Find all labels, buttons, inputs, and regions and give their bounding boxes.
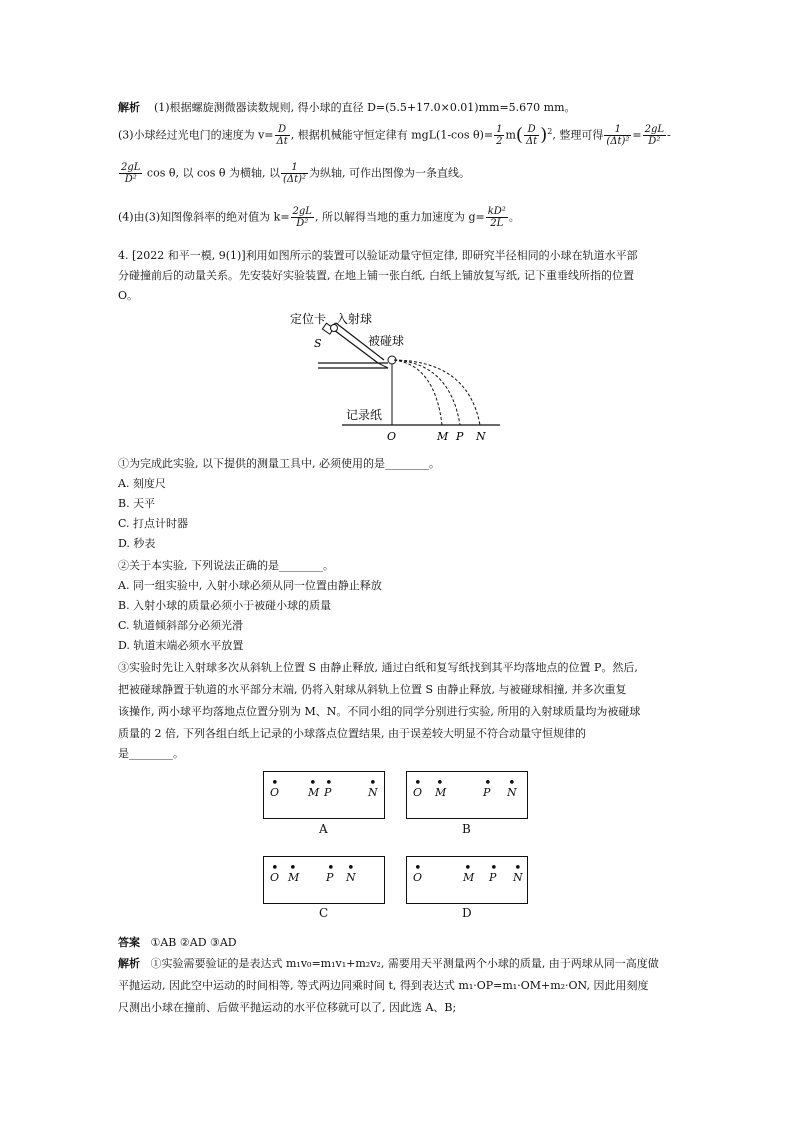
analysis-label: 解析 bbox=[118, 101, 140, 114]
q2-option-a: A. 同一组实验中, 入射小球必须从同一位置由静止释放 bbox=[118, 579, 382, 592]
fraction-2gl-over-d2: $\frac{2gL}{\text{D²}}$ bbox=[644, 124, 665, 148]
label-m: M bbox=[437, 430, 449, 443]
q3-line-5: 是________。 bbox=[118, 747, 184, 760]
analysis2-line-1: 解析 ①实验需要验证的是表达式 m₁v₀=m₁v₁+m₂v₂, 需要用天平测量两个小球的质量, 由于两球从同一高度做 bbox=[118, 957, 659, 970]
box-d-point-m: • M bbox=[463, 871, 474, 884]
box-b-label: B bbox=[462, 822, 471, 836]
fraction-one-over-dt2-b: $\frac{1}{\text{(Δt)²}}$ bbox=[282, 162, 307, 185]
label-n: N bbox=[476, 430, 486, 443]
answer-label: 答案 bbox=[118, 936, 140, 949]
box-a-point-p: • P bbox=[324, 786, 331, 799]
q2-option-d: D. 轨道末端必须水平放置 bbox=[118, 639, 244, 652]
box-c-point-p: • P bbox=[326, 871, 333, 884]
label-o: O bbox=[387, 430, 397, 443]
analysis-line-3: $\frac{2gL}{\text{D²}}$ cos θ, 以 cos θ 为横轴, 以 $\frac{1}{\text{(Δt)²}}$ 为纵轴, 可作出图像为一条直线。 bbox=[121, 162, 471, 185]
option-box-a bbox=[263, 771, 385, 819]
fraction-d-over-dt-2: $\frac{D}{\Delta t}$ bbox=[525, 124, 538, 148]
question4-stem-1: 4. [2022 和平一模, 9(1)]利用如图所示的装置可以验证动量守恒定律, 即研究半径相同的小球在轨道水平部 bbox=[118, 249, 638, 262]
label-incident: 入射球 bbox=[336, 312, 373, 326]
box-b-point-o: • O bbox=[413, 786, 422, 799]
q3-line-4: 质量的 2 倍, 下列各组白纸上记录的小球落点位置结果, 由于误差较大明显不符合动量守恒规律的 bbox=[118, 727, 586, 740]
box-d-point-p: • P bbox=[489, 871, 496, 884]
apparatus-diagram bbox=[290, 305, 520, 445]
box-c-label: C bbox=[319, 906, 329, 920]
analysis-line-2: (3)小球经过光电门的速度为 v= $\frac{D}{\Delta t}$ , 根据机械能守恒定律有 mgL(1-cos θ)= $\frac{1}{2}$ m( $\frac{D}{\Delta t}$ )$^2$, 整理可得 $\frac{1}{\text{(Δt)²}}$ = $\frac{2gL}{\text{D²}}$ - bbox=[118, 124, 671, 148]
label-paper: 记录纸 bbox=[346, 408, 383, 422]
option-box-b bbox=[406, 771, 528, 819]
fraction-k: $\frac{2gL}{\text{D²}}$ bbox=[292, 206, 312, 229]
q3-line-1: ③实验时先让入射球多次从斜轨上位置 S 由静止释放, 通过白纸和复写纸找到其平均落地点的位置 P。然后, bbox=[118, 661, 638, 674]
label-locator: 定位卡 bbox=[290, 312, 327, 326]
option-box-c bbox=[263, 856, 385, 904]
q1-option-d: D. 秒表 bbox=[118, 537, 156, 550]
option-box-d bbox=[406, 856, 528, 904]
q2-option-b: B. 入射小球的质量必须小于被碰小球的质量 bbox=[118, 599, 332, 612]
box-c-point-m: • M bbox=[288, 871, 299, 884]
label-target: 被碰球 bbox=[368, 334, 405, 348]
box-b-point-n: • N bbox=[507, 786, 517, 799]
label-p: P bbox=[456, 430, 464, 443]
fraction-2gl-over-d2-b: $\frac{2gL}{\text{D²}}$ bbox=[121, 162, 141, 185]
answer-text: ①AB ②AD ③AD bbox=[150, 936, 237, 949]
box-d-point-o: • O bbox=[413, 871, 422, 884]
q1-option-a: A. 刻度尺 bbox=[118, 477, 166, 490]
fraction-d-over-dt: $\frac{D}{\Delta t}$ bbox=[276, 124, 288, 148]
analysis-line-1: 解析 (1)根据螺旋测微器读数规则, 得小球的直径 D=(5.5+17.0×0.01)mm=5.670 mm。 bbox=[118, 101, 576, 114]
box-b-point-m: • M bbox=[435, 786, 446, 799]
answer-line bbox=[118, 935, 237, 951]
box-a-label: A bbox=[319, 822, 328, 836]
q1-option-c: C. 打点计时器 bbox=[118, 517, 189, 530]
question4-stem-3: O。 bbox=[118, 289, 139, 302]
box-d-label: D bbox=[462, 906, 472, 920]
box-a-point-o: • O bbox=[270, 786, 279, 799]
q1-option-b: B. 天平 bbox=[118, 497, 156, 510]
analysis2-line-2: 平抛运动, 因此空中运动的时间相等, 等式两边同乘时间 t, 得到表达式 m₁·OP=m₁·OM+m₂·ON, 因此用刻度 bbox=[118, 979, 649, 992]
q3-line-2: 把被碰球静置于轨道的水平部分末端, 仍将入射球从斜轨上位置 S 由静止释放, 与被碰球相撞, 并多次重复 bbox=[118, 683, 627, 696]
analysis2-line-3: 尺测出小球在撞前、后做平抛运动的水平位移就可以了, 因此选 A、B; bbox=[118, 1001, 457, 1014]
analysis-line-4: (4)由(3)知图像斜率的绝对值为 k= $\frac{2gL}{\text{D²}}$ , 所以解得当地的重力加速度为 g= $\frac{\text{kD²}}{2L}$ 。 bbox=[118, 206, 520, 229]
fraction-one-half: $\frac{1}{2}$ bbox=[496, 124, 503, 148]
box-a-point-m: • M bbox=[308, 786, 319, 799]
q3-line-3: 该操作, 两小球平均落地点位置分别为 M、N。不同小组的同学分别进行实验, 所用的入射球质量均为被碰球 bbox=[118, 705, 641, 718]
q1-stem: ①为完成此实验, 以下提供的测量工具中, 必须使用的是________。 bbox=[118, 457, 440, 470]
box-d-point-n: • N bbox=[513, 871, 523, 884]
label-s: S bbox=[314, 337, 322, 350]
box-a-point-n: • N bbox=[368, 786, 378, 799]
q2-option-c: C. 轨道倾斜部分必须光滑 bbox=[118, 619, 244, 632]
box-c-point-o: • O bbox=[270, 871, 279, 884]
fraction-one-over-dt2: $\frac{1}{\text{(Δt)²}}$ bbox=[606, 124, 630, 148]
fraction-g: $\frac{\text{kD²}}{2L}$ bbox=[487, 206, 506, 229]
analysis2-label: 解析 bbox=[118, 957, 140, 970]
box-c-point-n: • N bbox=[346, 871, 356, 884]
question4-stem-2: 分碰撞前后的动量关系。先安装好实验装置, 在地上铺一张白纸, 白纸上铺放复写纸, 记下重垂线所指的位置 bbox=[118, 269, 634, 282]
box-b-point-p: • P bbox=[483, 786, 490, 799]
q2-stem: ②关于本实验, 下列说法正确的是________。 bbox=[118, 559, 334, 572]
